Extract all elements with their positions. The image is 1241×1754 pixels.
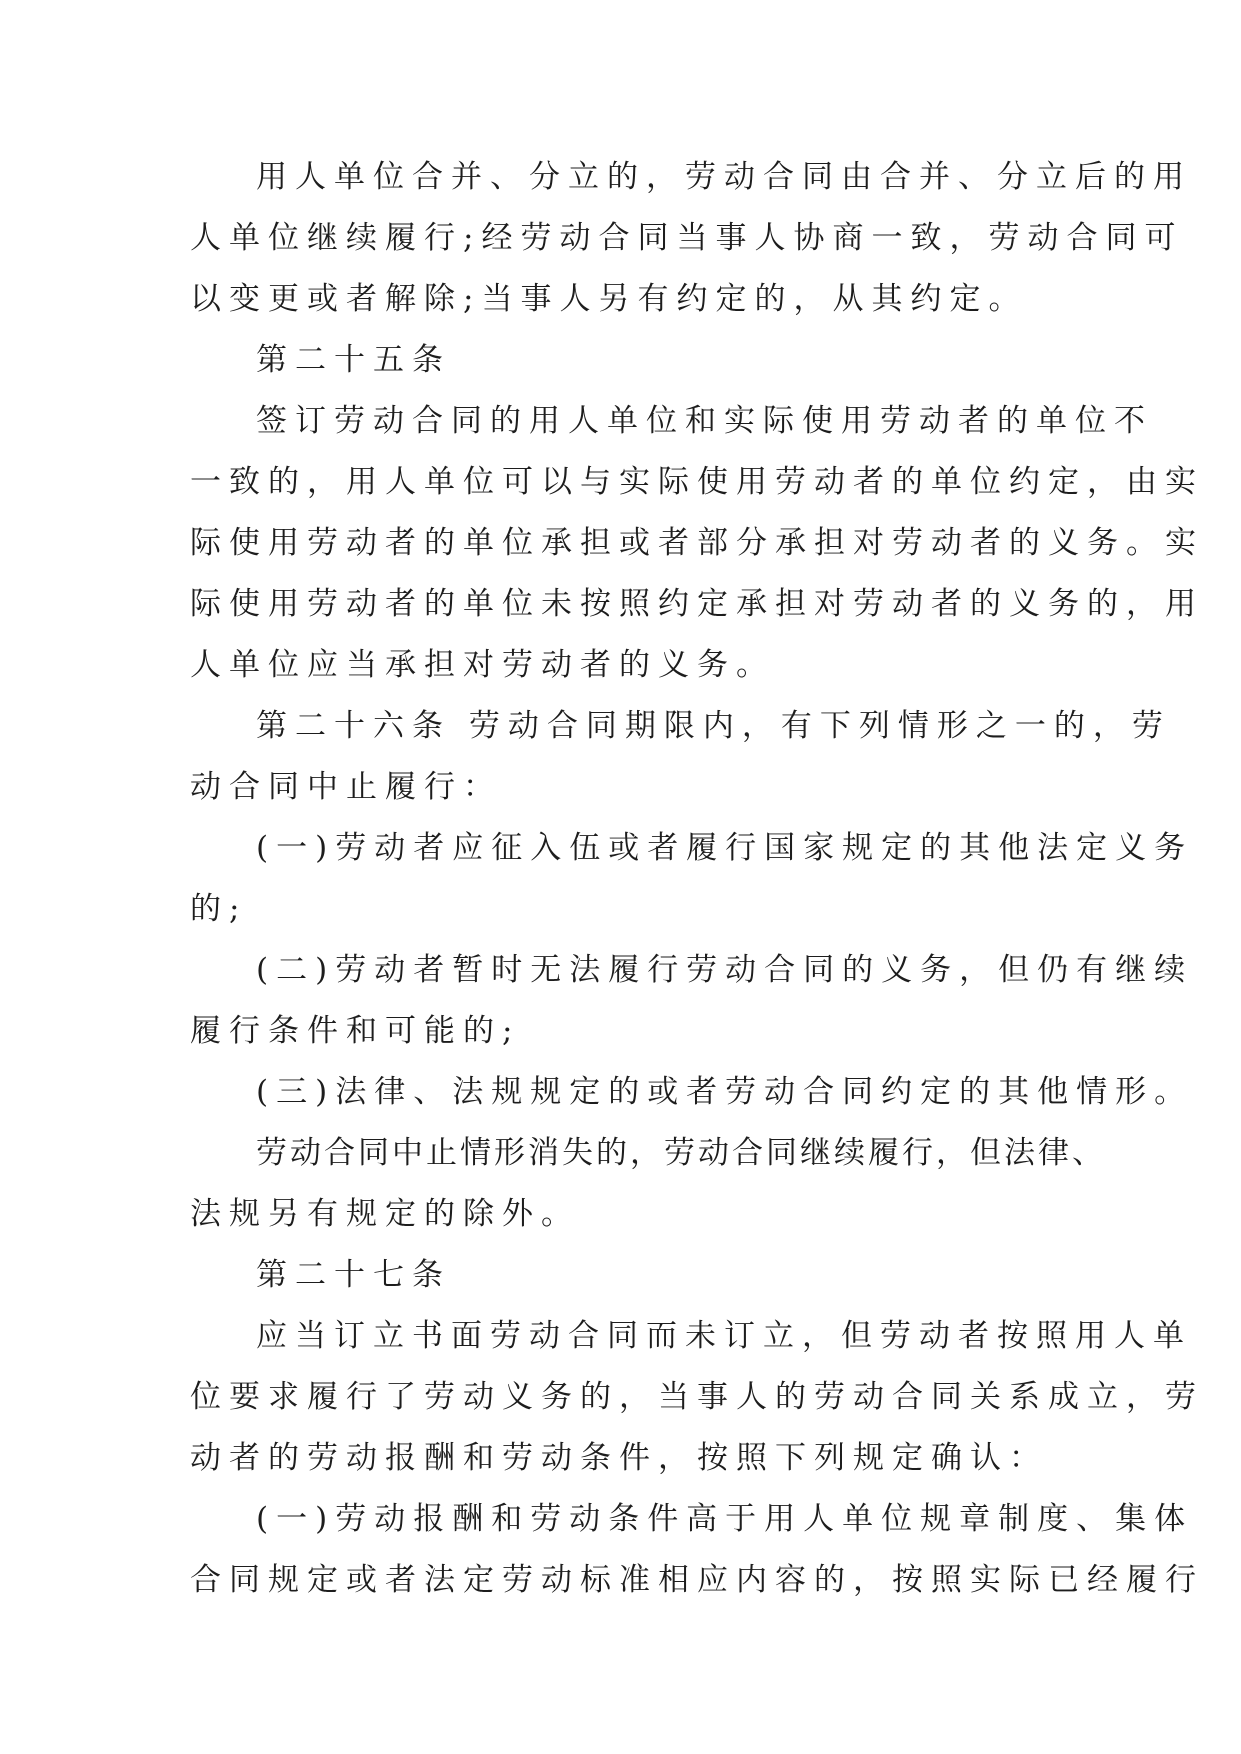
text-line: 际使用劳动者的单位未按照约定承担对劳动者的义务的，用: [190, 586, 1204, 622]
text-line: 用人单位合并、分立的，劳动合同由合并、分立后的用: [256, 159, 1192, 195]
article-heading: 第二十七条: [256, 1257, 451, 1293]
text-line: 以变更或者解除;当事人另有约定的，从其约定。: [190, 281, 1028, 317]
article-heading: 第二十五条: [256, 342, 451, 378]
text-line: 合同规定或者法定劳动标准相应内容的，按照实际已经履行: [190, 1562, 1204, 1598]
list-item: (一)劳动报酬和劳动条件高于用人单位规章制度、集体: [256, 1501, 1194, 1537]
text-line: 一致的，用人单位可以与实际使用劳动者的单位约定，由实: [190, 464, 1204, 500]
text-line: 法规另有规定的除外。: [190, 1196, 580, 1232]
text-line: 的;: [190, 891, 248, 927]
article-heading: 第二十六条 劳动合同期限内，有下列情形之一的，劳: [256, 708, 1171, 744]
list-item: (一)劳动者应征入伍或者履行国家规定的其他法定义务: [256, 830, 1194, 866]
text-line: 人单位继续履行;经劳动合同当事人协商一致，劳动合同可: [190, 220, 1184, 256]
document-body: [190, 158, 1204, 1622]
list-item: (二)劳动者暂时无法履行劳动合同的义务，但仍有继续: [256, 952, 1194, 988]
text-line: 动者的劳动报酬和劳动条件，按照下列规定确认：: [190, 1440, 1048, 1476]
text-line: 签订劳动合同的用人单位和实际使用劳动者的单位不: [256, 403, 1153, 439]
list-item: (三)法律、法规规定的或者劳动合同约定的其他情形。: [256, 1074, 1194, 1110]
text-line: 际使用劳动者的单位承担或者部分承担对劳动者的义务。实: [190, 525, 1204, 561]
text-line: 劳动合同中止情形消失的，劳动合同继续履行，但法律、: [256, 1135, 1106, 1171]
text-line: 应当订立书面劳动合同而未订立，但劳动者按照用人单: [256, 1318, 1192, 1354]
text-line: 位要求履行了劳动义务的，当事人的劳动合同关系成立，劳: [190, 1379, 1204, 1415]
text-line: 履行条件和可能的;: [190, 1013, 521, 1049]
text-line: 人单位应当承担对劳动者的义务。: [190, 647, 775, 683]
text-line: 动合同中止履行：: [190, 769, 502, 805]
